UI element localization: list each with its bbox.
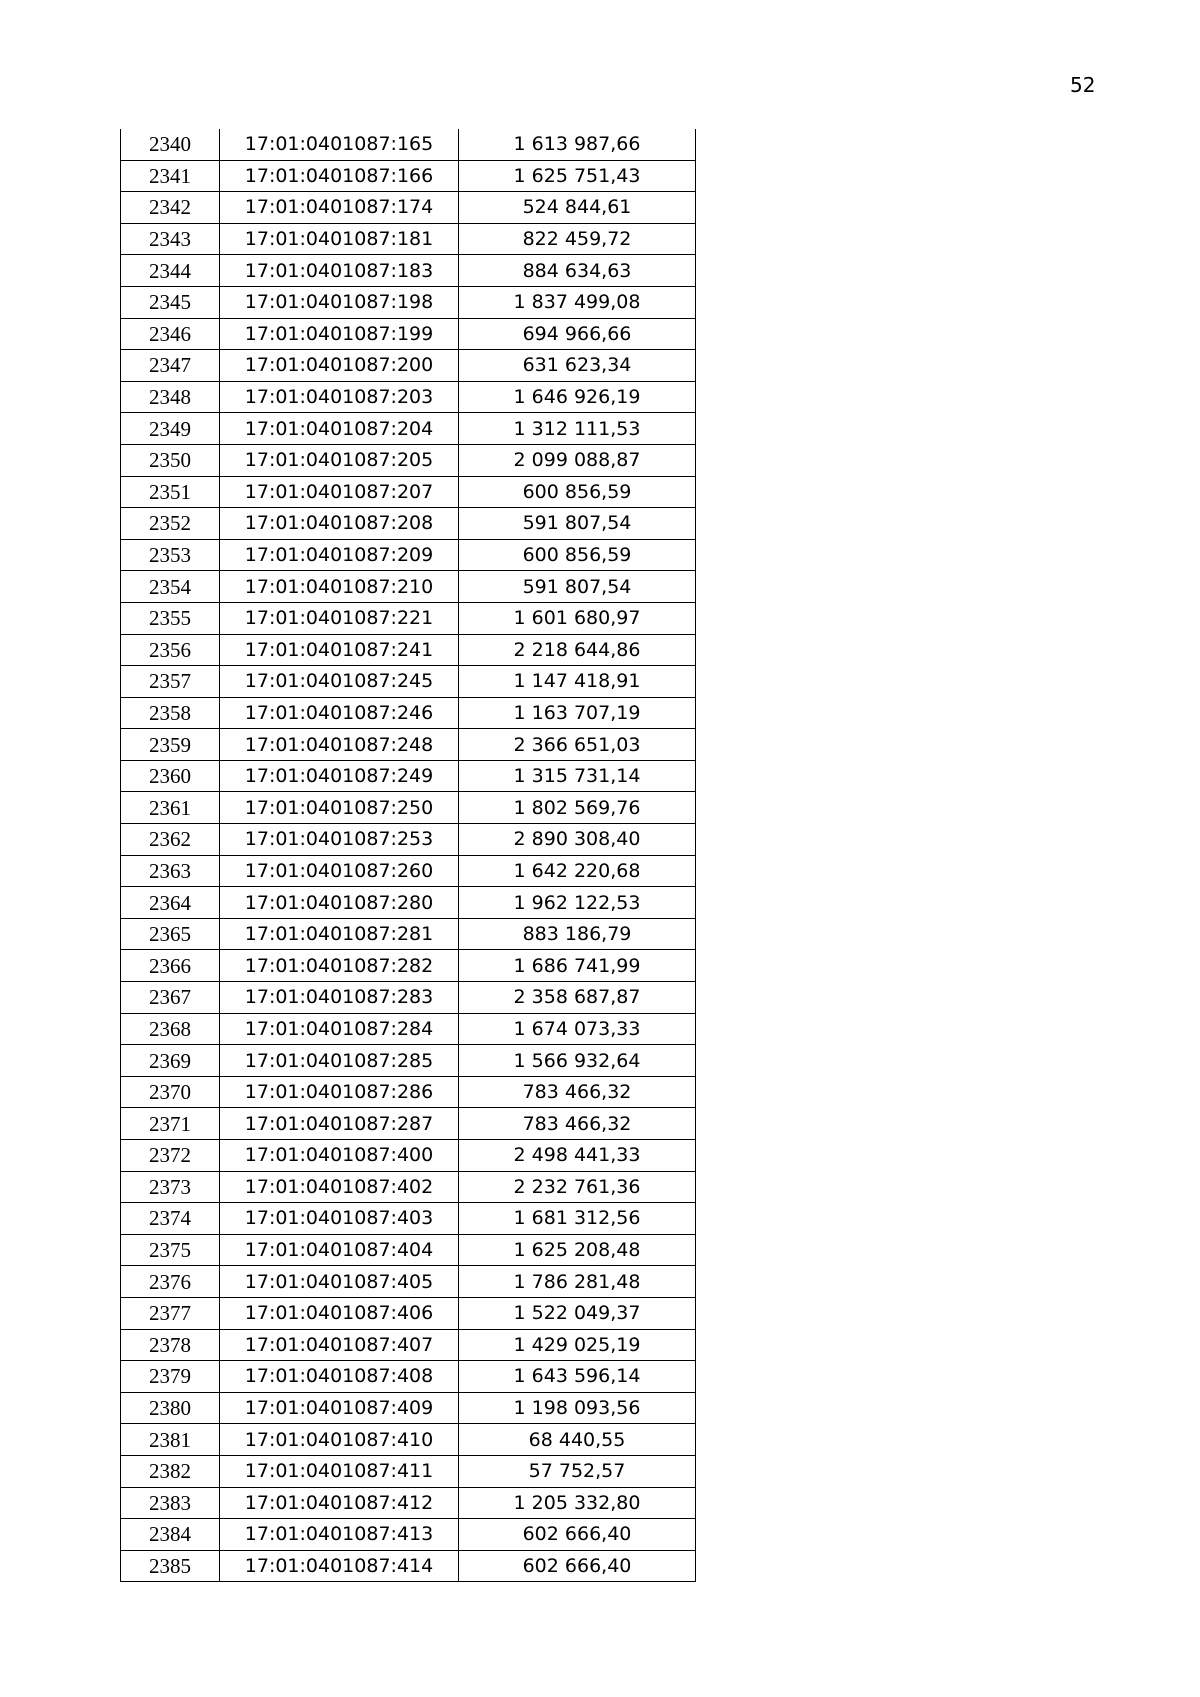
- page-number: 52: [1070, 73, 1096, 97]
- table-row: [121, 1329, 696, 1361]
- cadastral-value-cell: 68 440,55: [459, 1424, 696, 1456]
- row-number-cell: 2371: [121, 1108, 220, 1140]
- table-row: [121, 1234, 696, 1266]
- cadastral-number-cell: 17:01:0401087:174: [220, 192, 459, 224]
- row-number-cell: 2381: [121, 1424, 220, 1456]
- cadastral-number-cell: 17:01:0401087:281: [220, 918, 459, 950]
- cadastral-value-cell: 1 625 751,43: [459, 160, 696, 192]
- row-number-cell: 2368: [121, 1013, 220, 1045]
- table-row: [121, 381, 696, 413]
- cadastral-number-cell: 17:01:0401087:208: [220, 508, 459, 540]
- cadastral-value-cell: 1 686 741,99: [459, 950, 696, 982]
- cadastral-value-table: [120, 129, 696, 1582]
- row-number-cell: 2356: [121, 634, 220, 666]
- cadastral-value-cell: 1 198 093,56: [459, 1392, 696, 1424]
- table-body: [121, 129, 696, 1582]
- row-number-cell: 2385: [121, 1550, 220, 1582]
- row-number-cell: 2340: [121, 129, 220, 160]
- table-row: [121, 255, 696, 287]
- cadastral-number-cell: 17:01:0401087:404: [220, 1234, 459, 1266]
- table-row: [121, 1266, 696, 1298]
- row-number-cell: 2354: [121, 571, 220, 603]
- cadastral-number-cell: 17:01:0401087:199: [220, 318, 459, 350]
- cadastral-value-cell: 1 147 418,91: [459, 666, 696, 698]
- row-number-cell: 2362: [121, 824, 220, 856]
- table-row: [121, 129, 696, 160]
- row-number-cell: 2341: [121, 160, 220, 192]
- table-row: [121, 1392, 696, 1424]
- cadastral-value-cell: 2 099 088,87: [459, 444, 696, 476]
- cadastral-value-cell: 2 498 441,33: [459, 1140, 696, 1172]
- row-number-cell: 2342: [121, 192, 220, 224]
- table-row: [121, 1013, 696, 1045]
- table-row: [121, 1550, 696, 1582]
- table-row: [121, 729, 696, 761]
- cadastral-number-cell: 17:01:0401087:282: [220, 950, 459, 982]
- cadastral-value-cell: 1 837 499,08: [459, 286, 696, 318]
- row-number-cell: 2351: [121, 476, 220, 508]
- cadastral-number-cell: 17:01:0401087:408: [220, 1361, 459, 1393]
- cadastral-number-cell: 17:01:0401087:403: [220, 1203, 459, 1235]
- table-row: [121, 1171, 696, 1203]
- cadastral-number-cell: 17:01:0401087:245: [220, 666, 459, 698]
- table-row: [121, 1076, 696, 1108]
- table-row: [121, 223, 696, 255]
- table-row: [121, 602, 696, 634]
- cadastral-value-cell: 1 312 111,53: [459, 413, 696, 445]
- cadastral-number-cell: 17:01:0401087:248: [220, 729, 459, 761]
- cadastral-value-cell: 2 358 687,87: [459, 982, 696, 1014]
- row-number-cell: 2378: [121, 1329, 220, 1361]
- cadastral-value-cell: 1 802 569,76: [459, 792, 696, 824]
- table-row: [121, 318, 696, 350]
- table-row: [121, 1108, 696, 1140]
- table-row: [121, 413, 696, 445]
- cadastral-value-cell: 783 466,32: [459, 1108, 696, 1140]
- cadastral-number-cell: 17:01:0401087:209: [220, 539, 459, 571]
- row-number-cell: 2348: [121, 381, 220, 413]
- cadastral-value-cell: 883 186,79: [459, 918, 696, 950]
- cadastral-number-cell: 17:01:0401087:207: [220, 476, 459, 508]
- cadastral-number-cell: 17:01:0401087:280: [220, 887, 459, 919]
- cadastral-number-cell: 17:01:0401087:287: [220, 1108, 459, 1140]
- row-number-cell: 2359: [121, 729, 220, 761]
- cadastral-value-cell: 1 646 926,19: [459, 381, 696, 413]
- cadastral-number-cell: 17:01:0401087:253: [220, 824, 459, 856]
- row-number-cell: 2373: [121, 1171, 220, 1203]
- cadastral-value-cell: 57 752,57: [459, 1455, 696, 1487]
- cadastral-number-cell: 17:01:0401087:406: [220, 1297, 459, 1329]
- table-row: [121, 1361, 696, 1393]
- cadastral-value-cell: 1 625 208,48: [459, 1234, 696, 1266]
- row-number-cell: 2383: [121, 1487, 220, 1519]
- cadastral-value-cell: 2 218 644,86: [459, 634, 696, 666]
- cadastral-value-cell: 1 642 220,68: [459, 855, 696, 887]
- cadastral-value-cell: 524 844,61: [459, 192, 696, 224]
- row-number-cell: 2377: [121, 1297, 220, 1329]
- row-number-cell: 2375: [121, 1234, 220, 1266]
- table-row: [121, 1487, 696, 1519]
- table-row: [121, 855, 696, 887]
- row-number-cell: 2379: [121, 1361, 220, 1393]
- cadastral-number-cell: 17:01:0401087:221: [220, 602, 459, 634]
- cadastral-number-cell: 17:01:0401087:400: [220, 1140, 459, 1172]
- row-number-cell: 2353: [121, 539, 220, 571]
- cadastral-value-cell: 694 966,66: [459, 318, 696, 350]
- cadastral-value-cell: 1 205 332,80: [459, 1487, 696, 1519]
- cadastral-number-cell: 17:01:0401087:285: [220, 1045, 459, 1077]
- row-number-cell: 2349: [121, 413, 220, 445]
- cadastral-value-cell: 1 681 312,56: [459, 1203, 696, 1235]
- cadastral-value-cell: 602 666,40: [459, 1550, 696, 1582]
- cadastral-number-cell: 17:01:0401087:205: [220, 444, 459, 476]
- table-row: [121, 1455, 696, 1487]
- cadastral-value-cell: 1 962 122,53: [459, 887, 696, 919]
- cadastral-number-cell: 17:01:0401087:250: [220, 792, 459, 824]
- cadastral-value-cell: 1 674 073,33: [459, 1013, 696, 1045]
- cadastral-value-cell: 1 566 932,64: [459, 1045, 696, 1077]
- table-row: [121, 792, 696, 824]
- cadastral-number-cell: 17:01:0401087:246: [220, 697, 459, 729]
- cadastral-number-cell: 17:01:0401087:166: [220, 160, 459, 192]
- row-number-cell: 2350: [121, 444, 220, 476]
- table-row: [121, 887, 696, 919]
- row-number-cell: 2346: [121, 318, 220, 350]
- table-row: [121, 824, 696, 856]
- row-number-cell: 2376: [121, 1266, 220, 1298]
- row-number-cell: 2374: [121, 1203, 220, 1235]
- cadastral-number-cell: 17:01:0401087:183: [220, 255, 459, 287]
- cadastral-number-cell: 17:01:0401087:409: [220, 1392, 459, 1424]
- row-number-cell: 2355: [121, 602, 220, 634]
- cadastral-number-cell: 17:01:0401087:284: [220, 1013, 459, 1045]
- cadastral-number-cell: 17:01:0401087:260: [220, 855, 459, 887]
- row-number-cell: 2370: [121, 1076, 220, 1108]
- row-number-cell: 2360: [121, 760, 220, 792]
- table-row: [121, 1140, 696, 1172]
- cadastral-number-cell: 17:01:0401087:411: [220, 1455, 459, 1487]
- cadastral-number-cell: 17:01:0401087:165: [220, 129, 459, 160]
- row-number-cell: 2361: [121, 792, 220, 824]
- cadastral-number-cell: 17:01:0401087:407: [220, 1329, 459, 1361]
- cadastral-value-cell: 2 890 308,40: [459, 824, 696, 856]
- cadastral-value-cell: 2 366 651,03: [459, 729, 696, 761]
- table-row: [121, 350, 696, 382]
- cadastral-number-cell: 17:01:0401087:402: [220, 1171, 459, 1203]
- row-number-cell: 2364: [121, 887, 220, 919]
- row-number-cell: 2358: [121, 697, 220, 729]
- cadastral-number-cell: 17:01:0401087:405: [220, 1266, 459, 1298]
- cadastral-number-cell: 17:01:0401087:198: [220, 286, 459, 318]
- cadastral-number-cell: 17:01:0401087:283: [220, 982, 459, 1014]
- table-row: [121, 192, 696, 224]
- row-number-cell: 2345: [121, 286, 220, 318]
- row-number-cell: 2369: [121, 1045, 220, 1077]
- cadastral-value-cell: 1 613 987,66: [459, 129, 696, 160]
- row-number-cell: 2365: [121, 918, 220, 950]
- cadastral-value-cell: 1 163 707,19: [459, 697, 696, 729]
- cadastral-number-cell: 17:01:0401087:210: [220, 571, 459, 603]
- cadastral-value-cell: 884 634,63: [459, 255, 696, 287]
- cadastral-number-cell: 17:01:0401087:203: [220, 381, 459, 413]
- row-number-cell: 2363: [121, 855, 220, 887]
- cadastral-number-cell: 17:01:0401087:241: [220, 634, 459, 666]
- cadastral-number-cell: 17:01:0401087:413: [220, 1519, 459, 1551]
- cadastral-number-cell: 17:01:0401087:414: [220, 1550, 459, 1582]
- table-row: [121, 508, 696, 540]
- table-row: [121, 1203, 696, 1235]
- row-number-cell: 2347: [121, 350, 220, 382]
- cadastral-value-cell: 1 429 025,19: [459, 1329, 696, 1361]
- table-row: [121, 539, 696, 571]
- cadastral-value-cell: 600 856,59: [459, 539, 696, 571]
- cadastral-value-cell: 591 807,54: [459, 508, 696, 540]
- cadastral-value-cell: 1 315 731,14: [459, 760, 696, 792]
- cadastral-number-cell: 17:01:0401087:412: [220, 1487, 459, 1519]
- table-row: [121, 950, 696, 982]
- row-number-cell: 2367: [121, 982, 220, 1014]
- cadastral-value-cell: 1 786 281,48: [459, 1266, 696, 1298]
- table-row: [121, 444, 696, 476]
- table-row: [121, 1297, 696, 1329]
- row-number-cell: 2380: [121, 1392, 220, 1424]
- table-row: [121, 666, 696, 698]
- table-row: [121, 160, 696, 192]
- cadastral-value-cell: 600 856,59: [459, 476, 696, 508]
- cadastral-value-cell: 602 666,40: [459, 1519, 696, 1551]
- cadastral-number-cell: 17:01:0401087:249: [220, 760, 459, 792]
- row-number-cell: 2357: [121, 666, 220, 698]
- cadastral-number-cell: 17:01:0401087:204: [220, 413, 459, 445]
- cadastral-value-cell: 783 466,32: [459, 1076, 696, 1108]
- cadastral-number-cell: 17:01:0401087:181: [220, 223, 459, 255]
- cadastral-value-cell: 1 643 596,14: [459, 1361, 696, 1393]
- table-row: [121, 634, 696, 666]
- cadastral-value-cell: 591 807,54: [459, 571, 696, 603]
- table-row: [121, 1045, 696, 1077]
- table-row: [121, 982, 696, 1014]
- cadastral-value-cell: 1 522 049,37: [459, 1297, 696, 1329]
- row-number-cell: 2382: [121, 1455, 220, 1487]
- row-number-cell: 2344: [121, 255, 220, 287]
- row-number-cell: 2372: [121, 1140, 220, 1172]
- cadastral-value-cell: 822 459,72: [459, 223, 696, 255]
- cadastral-value-cell: 1 601 680,97: [459, 602, 696, 634]
- table-row: [121, 571, 696, 603]
- cadastral-number-cell: 17:01:0401087:200: [220, 350, 459, 382]
- cadastral-number-cell: 17:01:0401087:286: [220, 1076, 459, 1108]
- row-number-cell: 2352: [121, 508, 220, 540]
- table-row: [121, 1519, 696, 1551]
- row-number-cell: 2366: [121, 950, 220, 982]
- table-row: [121, 286, 696, 318]
- table-row: [121, 697, 696, 729]
- table-row: [121, 476, 696, 508]
- cadastral-number-cell: 17:01:0401087:410: [220, 1424, 459, 1456]
- table-row: [121, 760, 696, 792]
- row-number-cell: 2343: [121, 223, 220, 255]
- row-number-cell: 2384: [121, 1519, 220, 1551]
- table-row: [121, 1424, 696, 1456]
- table-row: [121, 918, 696, 950]
- cadastral-value-cell: 631 623,34: [459, 350, 696, 382]
- cadastral-value-cell: 2 232 761,36: [459, 1171, 696, 1203]
